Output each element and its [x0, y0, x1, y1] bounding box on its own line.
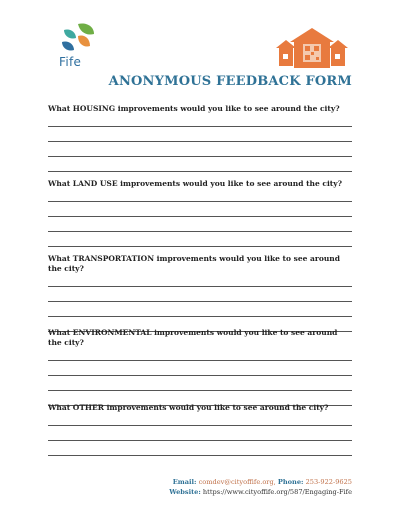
- question-other: What OTHER improvements would you like to see around the city?: [48, 403, 329, 412]
- section-transportation: [48, 254, 352, 332]
- answer-line[interactable]: [48, 201, 352, 202]
- email-label: Email:: [172, 478, 197, 486]
- answer-line[interactable]: [48, 455, 352, 456]
- answer-line[interactable]: [48, 141, 352, 142]
- question-housing: What HOUSING improvements would you like to see around the city?: [48, 104, 340, 113]
- section-land-use: [48, 179, 352, 247]
- answer-line[interactable]: [48, 216, 352, 217]
- website-label: Website:: [169, 488, 201, 496]
- answer-line[interactable]: [48, 286, 352, 287]
- question-environmental: What ENVIRONMENTAL improvements would you like to see around the city?: [48, 328, 338, 347]
- contact-website: [169, 487, 352, 497]
- form-title: ANONYMOUS FEEDBACK FORM: [108, 74, 352, 89]
- answer-line[interactable]: [48, 301, 352, 302]
- answer-line[interactable]: [48, 246, 352, 247]
- answer-line[interactable]: [48, 440, 352, 441]
- email-link[interactable]: comdev@cityoffife.org,: [198, 478, 276, 486]
- question-land-use: What LAND USE improvements would you like to see around the city?: [48, 179, 343, 188]
- answer-line[interactable]: [48, 375, 352, 376]
- answer-line[interactable]: [48, 390, 352, 391]
- answer-line[interactable]: [48, 156, 352, 157]
- website-link[interactable]: https://www.cityoffife.org/587/Engaging-Fife: [202, 488, 352, 496]
- answer-line[interactable]: [48, 231, 352, 232]
- answer-line[interactable]: [48, 360, 352, 361]
- section-environmental: [48, 328, 352, 406]
- section-other: [48, 403, 352, 456]
- phone-label: Phone:: [277, 478, 304, 486]
- question-transportation: What TRANSPORTATION improvements would you like to see around the city?: [48, 254, 340, 273]
- houses-icon: [276, 28, 348, 70]
- answer-line[interactable]: [48, 316, 352, 317]
- answer-line[interactable]: [48, 171, 352, 172]
- answer-line[interactable]: [48, 425, 352, 426]
- logo-text: Fife: [59, 55, 82, 69]
- phone-number[interactable]: 253-922-9625: [305, 478, 352, 486]
- section-housing: [48, 104, 352, 172]
- contact-email-phone: [169, 477, 352, 487]
- answer-line[interactable]: [48, 126, 352, 127]
- contact-footer: [169, 477, 352, 497]
